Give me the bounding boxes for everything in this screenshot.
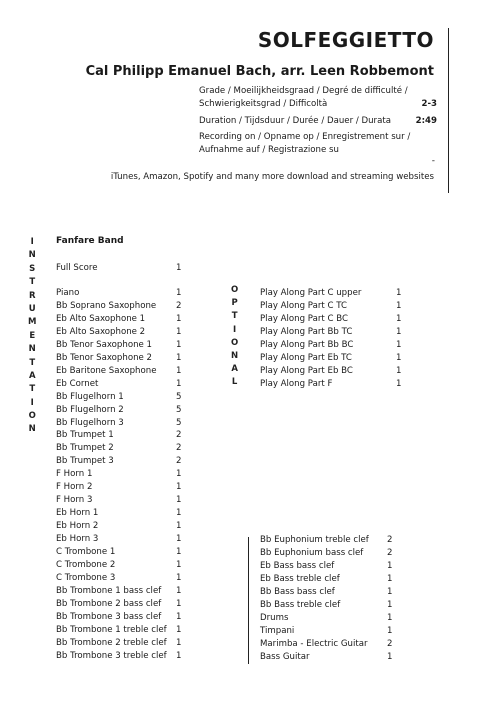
part-quantity: 1	[176, 637, 182, 648]
part-quantity: 5	[176, 417, 182, 428]
vertical-letter: E	[29, 330, 36, 341]
part-name: Play Along Part C upper	[260, 288, 362, 298]
vertical-letter: N	[28, 344, 36, 355]
part-row	[56, 481, 182, 494]
part-quantity: 1	[396, 300, 402, 311]
part-quantity: 5	[176, 391, 182, 402]
part-row	[260, 560, 393, 573]
vertical-letter: T	[231, 311, 238, 322]
part-row	[260, 378, 402, 391]
part-name: Bb Bass treble clef	[260, 599, 341, 610]
part-quantity: 1	[396, 313, 402, 324]
part-quantity: 1	[176, 365, 182, 376]
part-quantity: 1	[396, 339, 402, 350]
vertical-letter: A	[231, 364, 238, 375]
part-name: Eb Horn 1	[56, 508, 99, 519]
part-row	[56, 352, 182, 365]
part-name: F Horn 2	[56, 482, 93, 493]
vertical-letter: T	[29, 277, 36, 288]
vertical-letter: L	[231, 377, 238, 388]
vertical-letter: N	[28, 250, 36, 261]
part-row	[260, 638, 393, 651]
part-name: Bb Trombone 2 bass clef	[56, 598, 162, 609]
part-row	[56, 442, 182, 455]
duration-label: Duration / Tijdsduur / Durée / Dauer / Durata	[199, 116, 391, 126]
part-quantity: 1	[396, 365, 402, 376]
part-quantity: 1	[396, 326, 402, 337]
part-name: Bb Bass bass clef	[260, 586, 335, 597]
part-name: F Horn 1	[56, 469, 93, 480]
part-name: Bb Trombone 3 bass clef	[56, 611, 162, 622]
part-row	[56, 572, 182, 585]
vertical-letter: O	[231, 285, 239, 295]
part-quantity: 1	[176, 263, 182, 273]
vertical-letter: R	[28, 290, 36, 301]
part-row	[260, 313, 402, 326]
part-row	[260, 651, 393, 664]
part-row	[56, 365, 182, 378]
part-name: C Trombone 1	[56, 547, 116, 557]
part-name: Play Along Part Eb TC	[260, 352, 352, 363]
part-row	[56, 650, 182, 663]
part-quantity: 2	[176, 456, 182, 467]
part-row	[56, 326, 182, 339]
part-quantity: 1	[387, 651, 393, 662]
part-quantity: 1	[176, 547, 182, 557]
part-quantity: 2	[387, 638, 393, 649]
part-quantity: 2	[176, 300, 182, 311]
part-quantity: 1	[387, 573, 393, 584]
part-name: Bb Trombone 2 treble clef	[56, 637, 167, 648]
part-name: Bb Flugelhorn 1	[56, 391, 124, 402]
part-row	[260, 365, 402, 378]
part-quantity: 1	[176, 624, 182, 635]
duration-info	[199, 115, 437, 128]
part-row	[56, 624, 182, 637]
part-name: Bb Euphonium bass clef	[260, 547, 364, 558]
grade-info	[199, 85, 437, 111]
part-quantity: 5	[176, 404, 182, 415]
part-quantity: 1	[176, 313, 182, 324]
part-name: Play Along Part C BC	[260, 313, 348, 324]
part-quantity: 1	[176, 352, 182, 363]
part-row	[260, 625, 393, 638]
part-name: Bass Guitar	[260, 651, 310, 662]
bass-list-divider	[248, 537, 249, 664]
part-row	[260, 612, 393, 625]
part-row	[56, 417, 182, 430]
part-quantity: 1	[387, 586, 393, 597]
part-quantity: 1	[176, 326, 182, 337]
part-row	[56, 559, 182, 572]
part-row	[260, 287, 402, 300]
part-name: Play Along Part Bb TC	[260, 326, 353, 337]
part-name: Bb Trumpet 1	[56, 430, 114, 441]
part-quantity: 1	[176, 521, 182, 532]
vertical-letter: I	[30, 237, 34, 247]
part-name: Timpani	[260, 625, 295, 636]
part-name: Bb Soprano Saxophone	[56, 300, 157, 311]
part-name: Bb Flugelhorn 3	[56, 417, 124, 428]
vertical-letter: T	[29, 357, 36, 368]
part-quantity: 1	[176, 288, 182, 298]
part-quantity: 1	[396, 378, 402, 389]
vertical-letter: N	[28, 424, 36, 435]
part-name: Play Along Part Bb BC	[260, 339, 354, 350]
part-name: F Horn 3	[56, 495, 93, 506]
part-row	[260, 534, 393, 547]
part-row	[260, 599, 393, 612]
part-row	[56, 611, 182, 624]
part-name: Bb Trumpet 3	[56, 456, 114, 467]
part-name: Bb Flugelhorn 2	[56, 404, 124, 415]
part-quantity: 2	[387, 547, 393, 558]
part-name: Bb Tenor Saxophone 2	[56, 352, 153, 363]
part-name: Eb Bass treble clef	[260, 573, 340, 584]
part-name: Eb Horn 2	[56, 521, 99, 532]
part-name: Eb Cornet	[56, 378, 99, 389]
vertical-letter: I	[30, 397, 34, 408]
part-row	[56, 300, 182, 313]
part-quantity: 1	[396, 352, 402, 363]
part-name: Play Along Part C TC	[260, 300, 347, 311]
part-name: Play Along Part Eb BC	[260, 365, 353, 376]
recording-label: Recording on / Opname op / Enregistrement sur / Aufnahme auf / Registrazione su	[199, 132, 411, 155]
part-name: Piano	[56, 288, 80, 298]
part-row	[260, 339, 402, 352]
part-name: Bb Trombone 3 treble clef	[56, 650, 167, 661]
part-row	[260, 300, 402, 313]
part-quantity: 1	[387, 599, 393, 610]
instrumentation-vertical-label	[28, 236, 36, 437]
grade-label: Grade / Moeilijkheidsgraad / Degré de difficulté / Schwierigkeitsgrad / Difficoltà	[199, 86, 408, 109]
optional-vertical-label	[231, 284, 238, 390]
part-quantity: 1	[176, 611, 182, 622]
part-quantity: 1	[176, 598, 182, 609]
vertical-letter: U	[28, 303, 36, 314]
part-row	[56, 494, 182, 507]
part-quantity: 2	[176, 430, 182, 441]
part-name: Bb Trumpet 2	[56, 443, 114, 454]
part-row	[56, 339, 182, 352]
part-quantity: 1	[176, 650, 182, 661]
part-name: Bb Trombone 1 bass clef	[56, 585, 162, 596]
part-row	[56, 585, 182, 598]
full-score-row	[56, 262, 182, 275]
part-quantity: 1	[396, 288, 402, 298]
part-name: C Trombone 2	[56, 559, 116, 570]
vertical-letter: A	[28, 370, 36, 381]
vertical-letter: N	[231, 350, 239, 361]
part-row	[260, 326, 402, 339]
part-row	[56, 391, 182, 404]
part-name: Bb Trombone 1 treble clef	[56, 624, 167, 635]
part-name: C Trombone 3	[56, 572, 116, 583]
part-quantity: 1	[176, 378, 182, 389]
part-row	[56, 507, 182, 520]
part-name: Bb Tenor Saxophone 1	[56, 339, 153, 350]
part-quantity: 1	[387, 560, 393, 571]
part-name: Marimba - Electric Guitar	[260, 638, 368, 649]
part-name: Eb Bass bass clef	[260, 560, 335, 571]
part-quantity: 1	[176, 469, 182, 480]
part-row	[260, 352, 402, 365]
part-quantity: 1	[176, 495, 182, 506]
section-title: Fanfare Band	[56, 236, 124, 246]
streaming-info: iTunes, Amazon, Spotify and many more download and streaming websites	[110, 172, 434, 182]
part-name: Bb Euphonium treble clef	[260, 535, 369, 545]
part-row	[56, 313, 182, 326]
vertical-letter: O	[28, 411, 36, 422]
part-quantity: 1	[387, 612, 393, 623]
part-row	[260, 547, 393, 560]
part-quantity: 1	[176, 508, 182, 519]
part-quantity: 1	[176, 572, 182, 583]
vertical-letter: T	[29, 384, 36, 395]
part-row	[56, 533, 182, 546]
part-row	[260, 586, 393, 599]
part-name: Eb Alto Saxophone 2	[56, 326, 146, 337]
part-quantity: 1	[176, 482, 182, 493]
part-quantity: 1	[176, 534, 182, 545]
part-row	[56, 455, 182, 468]
part-quantity: 1	[387, 625, 393, 636]
recording-info	[199, 131, 437, 157]
part-quantity: 2	[387, 535, 393, 545]
part-name: Eb Alto Saxophone 1	[56, 313, 146, 324]
part-row	[56, 598, 182, 611]
recording-value: -	[431, 156, 435, 166]
part-quantity: 1	[176, 559, 182, 570]
part-row	[56, 287, 182, 300]
page-title: SOLFEGGIETTO	[257, 28, 434, 52]
part-name: Drums	[260, 612, 289, 623]
part-row	[56, 468, 182, 481]
part-row	[260, 573, 393, 586]
part-quantity: 1	[176, 585, 182, 596]
part-row	[56, 546, 182, 559]
part-row	[56, 404, 182, 417]
part-quantity: 1	[176, 339, 182, 350]
vertical-letter: O	[231, 337, 239, 348]
part-row	[56, 520, 182, 533]
part-name: Full Score	[56, 263, 98, 273]
part-row	[56, 637, 182, 650]
part-row	[56, 378, 182, 391]
vertical-letter: S	[29, 263, 36, 274]
part-name: Eb Baritone Saxophone	[56, 365, 157, 376]
part-row	[56, 429, 182, 442]
grade-value: 2-3	[421, 99, 437, 109]
header-divider-line	[448, 28, 449, 193]
vertical-letter: I	[233, 324, 237, 335]
part-name: Play Along Part F	[260, 378, 333, 389]
vertical-letter: M	[28, 317, 37, 328]
part-quantity: 2	[176, 443, 182, 454]
composer-line: Cal Philipp Emanuel Bach, arr. Leen Robbemont	[85, 64, 434, 79]
duration-value: 2:49	[415, 116, 437, 126]
vertical-letter: P	[231, 298, 238, 309]
part-name: Eb Horn 3	[56, 534, 99, 545]
